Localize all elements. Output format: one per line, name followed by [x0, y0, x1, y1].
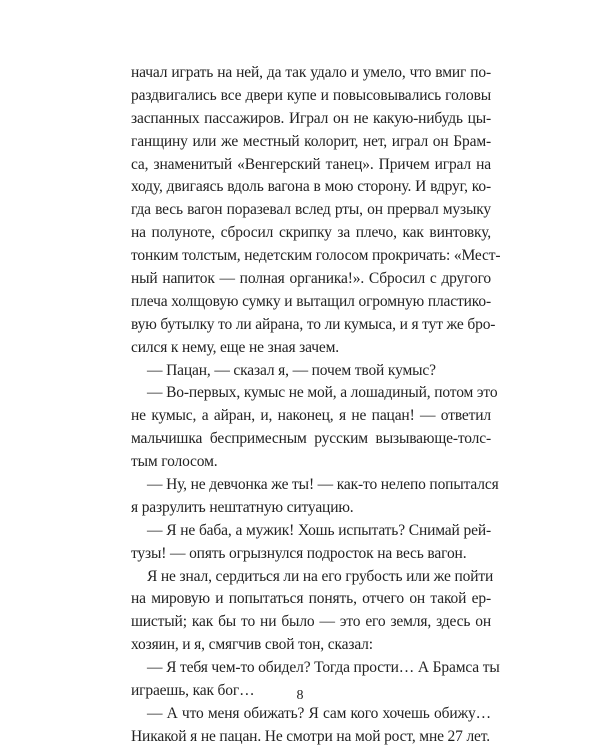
text-line: тым голосом.	[131, 453, 218, 471]
text-line: — Пацан, — сказал я, — почем твой кумыс?	[147, 361, 436, 379]
text-line: ходу, двигаясь вдоль вагона в мою сторону. И вдруг, ко-	[131, 178, 491, 196]
text-line: на мировую и попытаться понять, отчего он такой ер-	[131, 590, 491, 608]
text-line: тузы! — опять огрызнулся подросток на весь вагон.	[131, 544, 467, 562]
text-line: я разрулить нештатную ситуацию.	[131, 498, 354, 516]
text-line: — Я тебя чем-то обидел? Тогда прости… А Брамса ты	[147, 659, 500, 677]
text-line: ный напиток — полная органика!». Сбросил с другого	[131, 270, 491, 288]
text-line: хозяин, и я, смягчив свой тон, сказал:	[131, 636, 373, 654]
text-line: не кумыс, а айран, и, наконец, я не пацан! — ответил	[131, 407, 491, 425]
text-line: са, знаменитый «Венгерский танец». Причем играл на	[131, 155, 491, 173]
text-line: — Ну, не девчонка же ты! — как-то нелепо попытался	[147, 476, 499, 494]
text-line: вую бутылку то ли айрана, то ли кумыса, и я тут же бро-	[131, 315, 496, 333]
text-line: заспанных пассажиров. Играл он не какую-нибудь цы-	[131, 109, 491, 127]
body-text	[131, 62, 501, 749]
text-line: Никакой я не пацан. Не смотри на мой рост, мне 27 лет.	[131, 727, 490, 745]
text-line: начал играть на ней, да так удало и умело, что вмиг по-	[131, 64, 491, 81]
text-line: — Я не баба, а мужик! Хошь испытать? Снимай рей-	[147, 521, 491, 539]
text-line: ганщину или же местный колорит, нет, играл он Брам-	[131, 132, 491, 150]
text-line: мальчишка беспримесным русским вызывающе-толс-	[131, 430, 491, 448]
text-line: шистый; как бы то ни было — это его земля, здесь он	[131, 613, 491, 631]
text-line: играешь, как бог…	[131, 682, 255, 700]
text-line: тонким толстым, недетским голосом прокричать: «Мест-	[131, 247, 501, 265]
text-line: плеча холщовую сумку и вытащил огромную пластико-	[131, 292, 491, 310]
page-number: 8	[296, 688, 304, 703]
text-line: Я не знал, сердиться ли на его грубость или же пойти	[147, 567, 494, 585]
text-line: — Во-первых, кумыс не мой, а лошадиный, потом это	[147, 384, 498, 402]
text-line: гда весь вагон поразевал вслед рты, он прервал музыку	[131, 201, 491, 219]
text-line: — А что меня обижать? Я сам кого хочешь обижу…	[147, 704, 491, 722]
text-line: раздвигались все двери купе и повысовывались головы	[131, 86, 491, 104]
text-line: на полуноте, сбросил скрипку за плечо, как винтовку,	[131, 224, 491, 242]
text-line: сился к нему, еще не зная зачем.	[131, 338, 339, 356]
